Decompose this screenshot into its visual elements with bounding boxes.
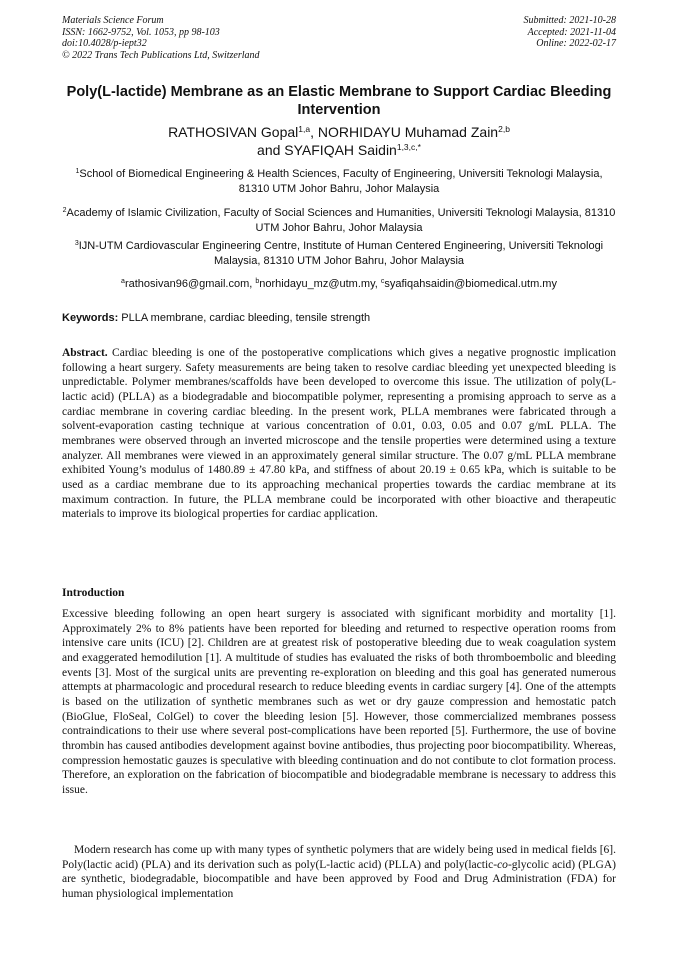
journal-copyright: © 2022 Trans Tech Publications Ltd, Switzerland	[62, 49, 260, 61]
email-text: norhidayu_mz@utm.my,	[259, 278, 381, 290]
email-marker: b	[255, 278, 260, 285]
abstract-text: Cardiac bleeding is one of the postoperative complications which gives a negative prognostic implication following a heart surgery. Safety measurements are being taken to resolve cardiac bleeding yet unexpected bleeding is unpredictable. Polymer membranes/scaffolds have been developed to overcome this issue. The utilization of poly(L-lactic acid) (PLLA) as a biodegradable and biocompatible polymer, representing a promising approach to serve as a cardiac membrane in covering cardiac bleeding. In the present work, PLLA membranes were fabricated through a solvent-evaporation casting technique at various concentration of 0.01, 0.03, 0.05 and 0.07 g/mL PLLA. The membranes were observed through an inverted microscope and the tensile properties were determined using a texture analyzer. All membranes were viewed in an approximately general similar structure. The 0.07 g/mL PLLA membrane exhibited Young’s modulus of 1480.89 ± 47.80 kPa, and stiffness of about 20.19 ± 0.65 kPa, which is suitable to be used as a cardiac membrane due to its approaching mechanical properties towards the cardiac membrane at its maximum contraction. In future, the PLLA membrane could be incorporated with other bioactive and therapeutic materials to improve its biological properties for cardiac application.	[62, 347, 616, 521]
introduction-paragraph-1: Excessive bleeding following an open heart surgery is associated with significant morbidity and mortality [1]. Approximately 2% to 8% patients have been reported for bleeding and returned to respective operation rooms from intensive care units (ICU) [2]. Children are at greatest risk of postoperative bleeding due to weak coagulation system and exaggerated hemodilution [1]. A multitude of studies has evaluated the risks of both thromboembolic and bleeding events [3]. Most of the surgical units are preventing re-exploration on bleeding and this goal has generated numerous attempts at pharmacologic and procedural research to reduce bleeding events in cardiac surgery [4]. One of the attempts is based on the utilization of synthetic membranes such as wet or dry gauze compression and hemostatic patch (BioGlue, FloSeal, ColGel) to cover the bleeding lesion [5]. However, those commercialized membranes possess contraindications to their use where several post-complications have been reported [5]. Furthermore, the use of bovine thrombin has caused antibodies development against bovine antibodies, thus projecting poor biocompatibility. Whereas, compression hemostatic gauzes is speculative with bleeding continuation and do not contibute to clot formation process. Therefore, an exploration on the fabrication of biocompatible and biodegradable membrane is necessary to address this issue.	[62, 608, 616, 796]
affiliation-text: Academy of Islamic Civilization, Faculty of Social Sciences and Humanities, Universiti Teknologi Malaysia, 81310 UTM Johor Bahru, Johor Malaysia	[66, 207, 616, 234]
paragraph-italic: co	[497, 858, 508, 871]
author-list	[62, 123, 616, 159]
abstract-paragraph	[62, 346, 616, 522]
affiliation-text: IJN-UTM Cardiovascular Engineering Centre, Institute of Human Centered Engineering, Universiti Teknologi Malaysia, 81310 UTM Johor Bahru, Johor Malaysia	[78, 240, 604, 267]
journal-name: Materials Science Forum	[62, 15, 164, 26]
publication-dates	[524, 15, 617, 50]
accepted-date: Accepted: 2021-11-04	[527, 26, 616, 38]
email-marker: c	[380, 278, 385, 285]
author-separator: ,	[310, 124, 318, 140]
affiliation-marker: 2	[62, 207, 67, 214]
affiliation-marker: 1	[75, 168, 80, 175]
affiliation-1	[62, 167, 616, 196]
keywords-line	[62, 311, 616, 325]
online-date: Online: 2022-02-17	[536, 38, 616, 50]
journal-issn: ISSN: 1662-9752, Vol. 1053, pp 98-103	[62, 26, 220, 38]
affiliation-marker: 3	[74, 240, 79, 247]
author-superscript: 1,a	[298, 124, 311, 134]
affiliation-3	[62, 239, 616, 268]
email-text: rathosivan96@gmail.com,	[124, 278, 256, 290]
author-name: SYAFIQAH Saidin	[284, 142, 397, 158]
author-name: RATHOSIVAN Gopal	[168, 124, 299, 140]
author-superscript: 2,b	[498, 124, 510, 134]
paragraph-text: -glycolic acid) (PLGA) are synthetic, biodegradable, biocompatible and have been approved by Food and Drug Administration (FDA) for human physiological implementation	[62, 858, 617, 900]
paragraph-text: Modern research has come up with many types of synthetic polymers that are widely being used in medical fields [6]. Poly(lactic acid) (PLA) and its derivation such as poly(L-lactic acid) (PLLA) and poly(lactic-	[62, 844, 616, 871]
email-marker: a	[121, 278, 125, 285]
affiliation-2	[62, 206, 616, 235]
email-text: syafiqahsaidin@biomedical.utm.my	[384, 278, 557, 290]
paper-title: Poly(L-lactide) Membrane as an Elastic Membrane to Support Cardiac Bleeding Intervention	[66, 84, 612, 118]
journal-info	[62, 15, 260, 61]
keywords-label: Keywords:	[62, 312, 119, 324]
author-superscript: 1,3,c,*	[396, 142, 421, 152]
author-emails	[62, 277, 616, 291]
journal-doi: doi:10.4028/p-iept32	[62, 38, 147, 50]
abstract-label: Abstract.	[62, 347, 108, 359]
keywords-text: PLLA membrane, cardiac bleeding, tensile strength	[118, 312, 371, 324]
author-separator: and	[257, 142, 285, 158]
author-name: NORHIDAYU Muhamad Zain	[317, 124, 499, 140]
introduction-heading: Introduction	[62, 587, 125, 599]
submitted-date: Submitted: 2021-10-28	[523, 15, 616, 26]
introduction-paragraph-2	[62, 843, 616, 902]
affiliation-text: School of Biomedical Engineering & Health Sciences, Faculty of Engineering, Universiti Teknologi Malaysia, 81310 UTM Johor Bahru, Johor Malaysia	[79, 168, 603, 195]
